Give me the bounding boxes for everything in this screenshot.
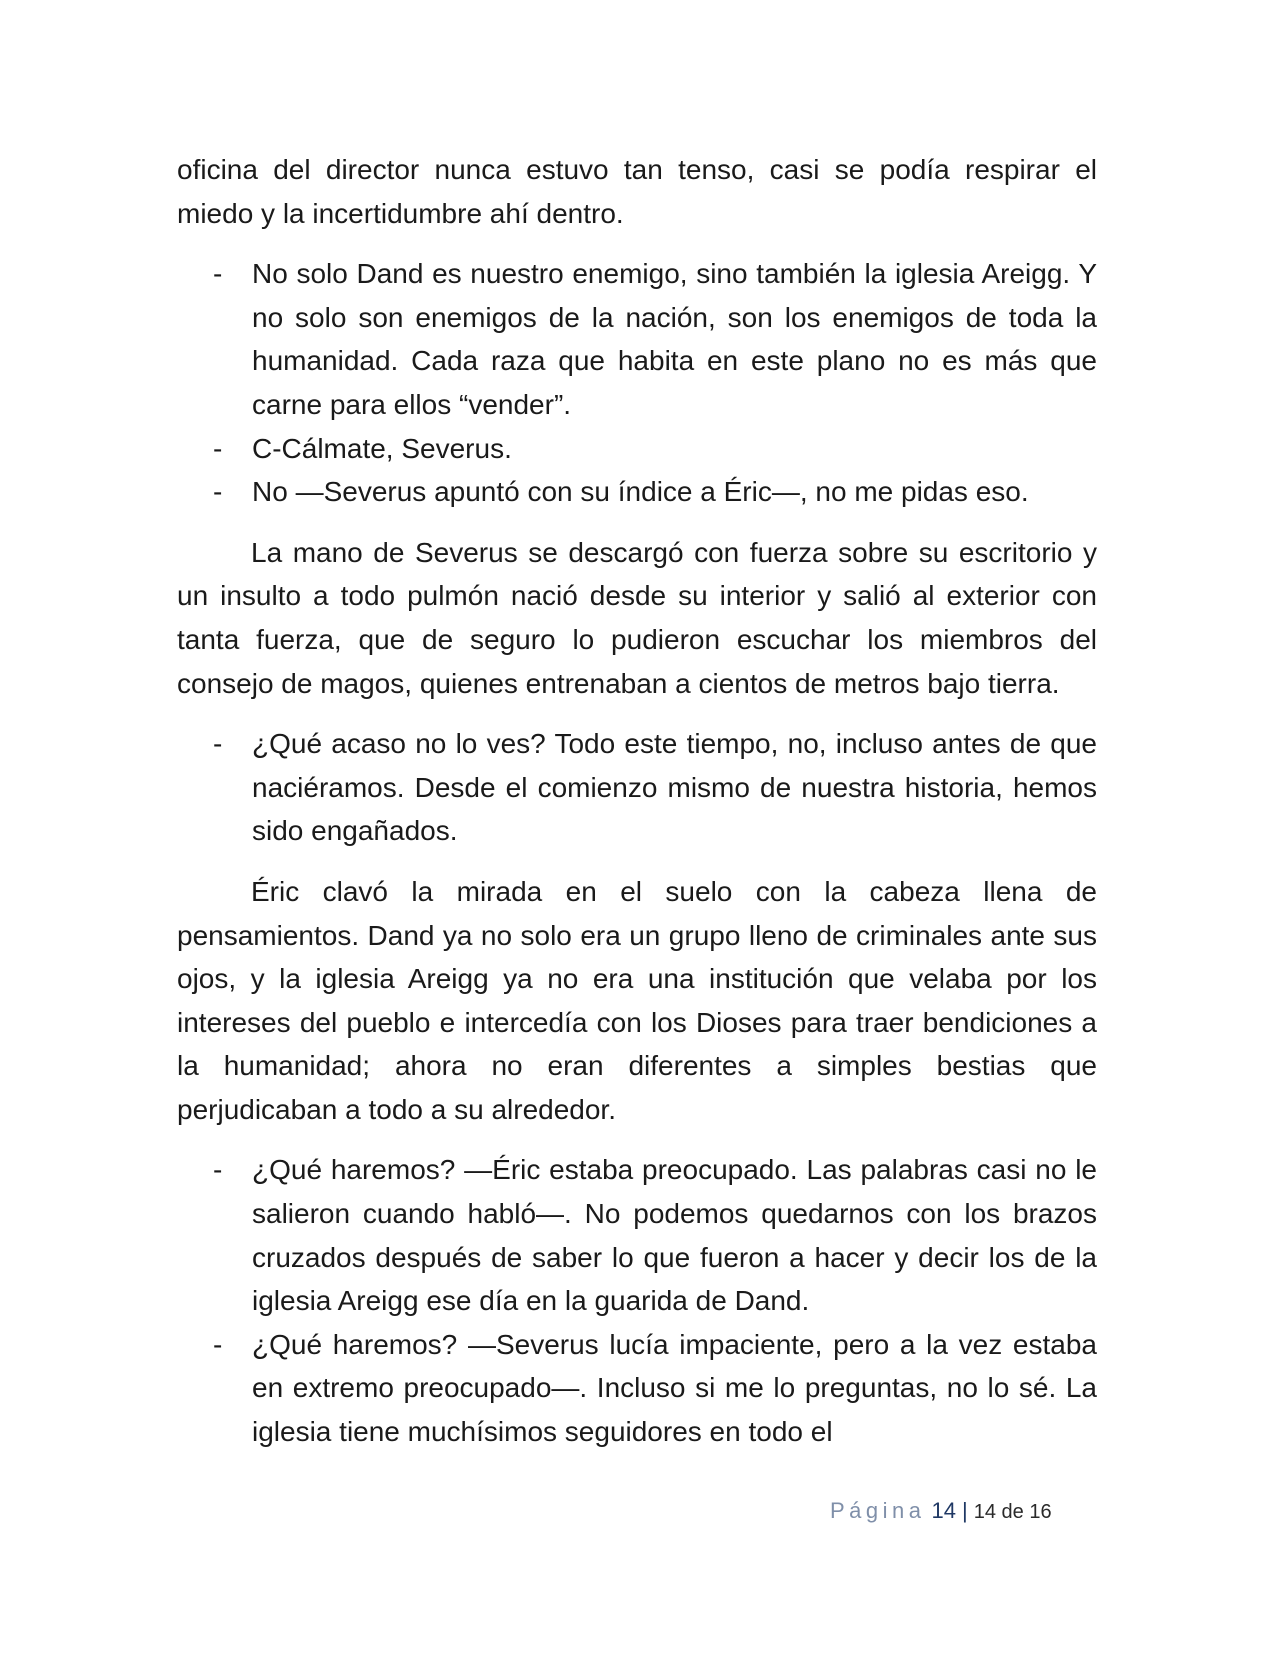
page-footer <box>830 1496 1052 1527</box>
paragraph: oficina del director nunca estuvo tan tenso, casi se podía respirar el miedo y la incertidumbre ahí dentro. <box>177 154 1097 229</box>
dialogue-text: ¿Qué haremos? —Éric estaba preocupado. Las palabras casi no le salieron cuando habló—. No podemos quedarnos con los brazos cruzados después de saber lo que fueron a hacer y decir los de la iglesia Areigg ese día en la guarida de Dand. <box>252 1154 1097 1317</box>
paragraph: La mano de Severus se descargó con fuerza sobre su escritorio y un insulto a todo pulmón nació desde su interior y salió al exterior con tanta fuerza, que de seguro lo pudieron escuchar los miembros del consejo de magos, quienes entrenaban a cientos de metros bajo tierra. <box>177 536 1097 699</box>
dialogue-text: No —Severus apuntó con su índice a Éric—, no me pidas eso. <box>252 476 1029 508</box>
page-body <box>177 148 1097 1454</box>
page-label: Página <box>830 1498 926 1523</box>
dialogue-text: C-Cálmate, Severus. <box>252 432 512 464</box>
dialogue-line <box>177 722 1097 853</box>
dialogue-dash: - <box>213 728 223 760</box>
paragraph: Éric clavó la mirada en el suelo con la cabeza llena de pensamientos. Dand ya no solo era un grupo lleno de criminales ante sus ojos, y la iglesia Areigg ya no era una institución que velaba por los intereses del pueblo e intercedía con los Dioses para traer bendiciones a la humanidad; ahora no eran diferentes a simples bestias que perjudicaban a todo a su alrededor. <box>177 875 1097 1125</box>
dialogue-dash: - <box>213 258 223 290</box>
dialogue-line <box>177 1323 1097 1454</box>
page-number: 14 <box>931 1498 956 1523</box>
dialogue-dash: - <box>213 1328 223 1360</box>
dialogue-line <box>177 427 1097 471</box>
dialogue-text: ¿Qué haremos? —Severus lucía impaciente, pero a la vez estaba en extremo preocupado—. Incluso si me lo preguntas, no lo sé. La iglesia tiene muchísimos seguidores en todo el <box>252 1328 1097 1448</box>
dialogue-dash: - <box>213 476 223 508</box>
dialogue-dash: - <box>213 1154 223 1186</box>
footer-separator: | <box>962 1498 968 1523</box>
dialogue-text: No solo Dand es nuestro enemigo, sino también la iglesia Areigg. Y no solo son enemigos de la nación, son los enemigos de toda la humanidad. Cada raza que habita en este plano no es más que carne para ellos “vender”. <box>252 258 1097 420</box>
dialogue-line <box>177 470 1097 514</box>
dialogue-line <box>177 1148 1097 1322</box>
dialogue-text: ¿Qué acaso no lo ves? Todo este tiempo, no, incluso antes de que naciéramos. Desde el comienzo mismo de nuestra historia, hemos sido engañados. <box>252 728 1097 847</box>
page-count: 14 de 16 <box>973 1501 1052 1523</box>
dialogue-line <box>177 252 1097 426</box>
dialogue-dash: - <box>213 432 223 464</box>
